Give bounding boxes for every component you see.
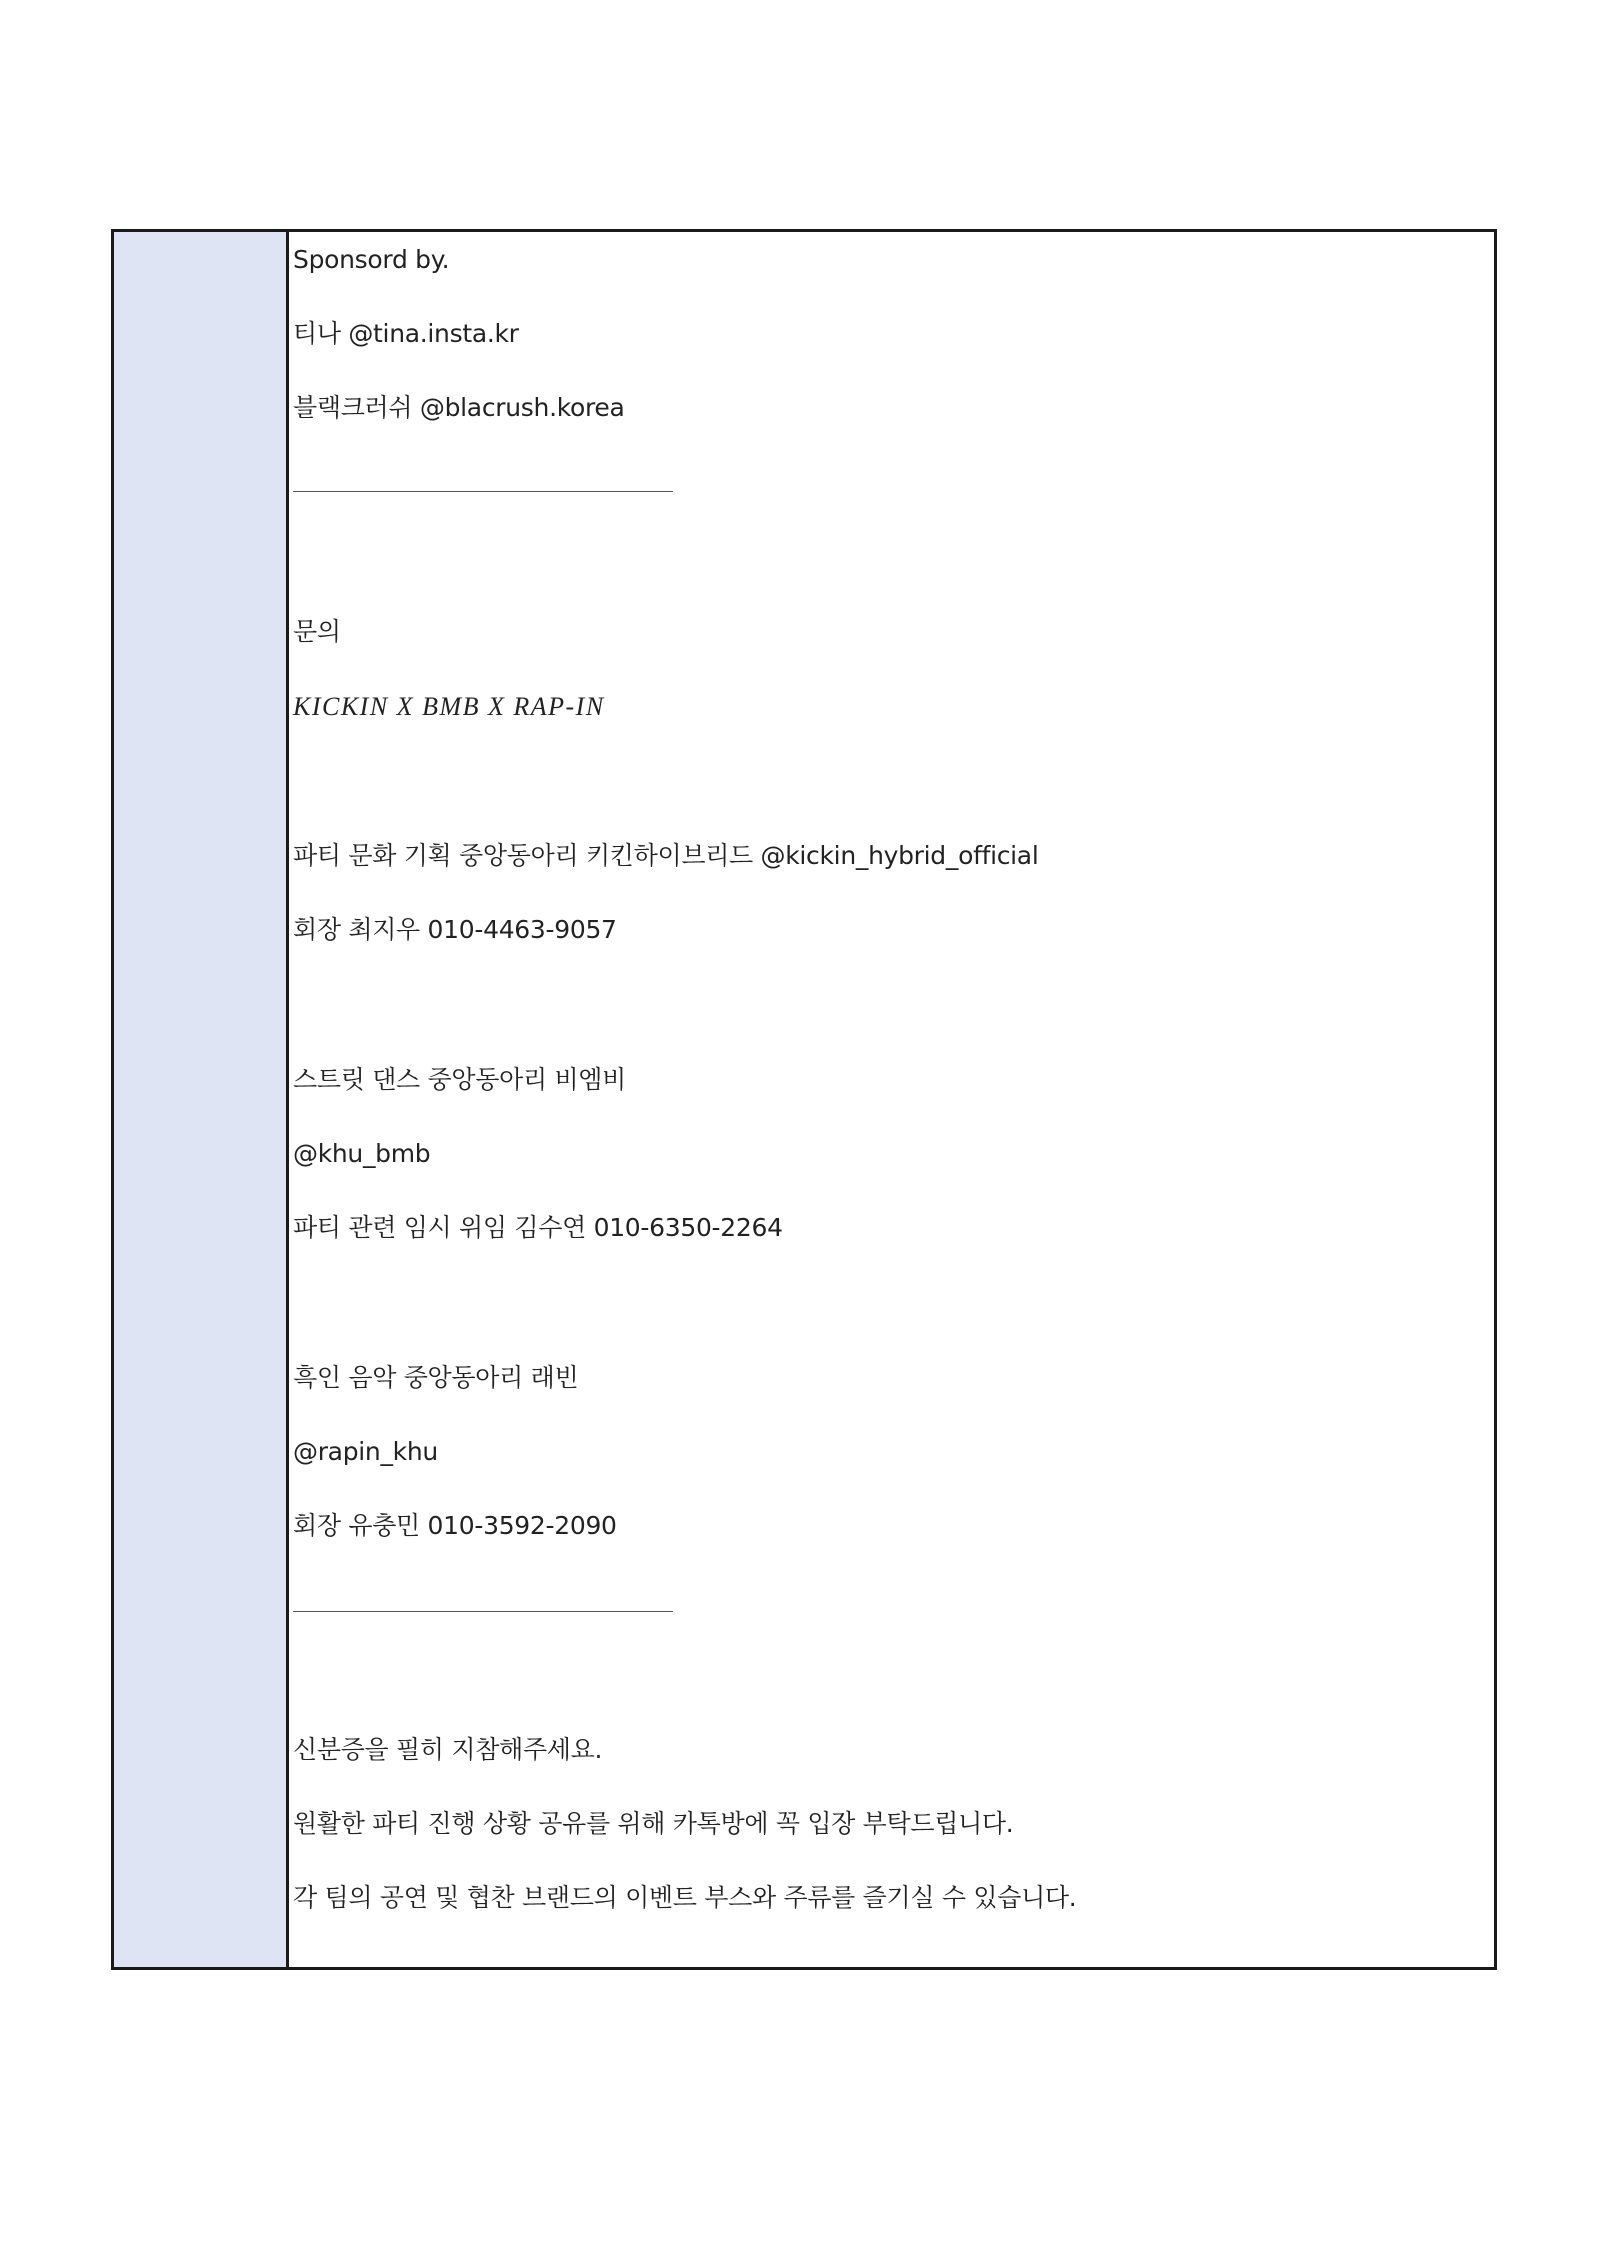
kickin-club-info: 파티 문화 기획 중앙동아리 키킨하이브리드 @kickin_hybrid_official	[293, 841, 1039, 870]
sponsor-item-tina: 티나 @tina.insta.kr	[293, 319, 519, 348]
bmb-handle: @khu_bmb	[293, 1139, 431, 1168]
rapin-handle: @rapin_khu	[293, 1437, 438, 1466]
inquiry-heading: 문의	[293, 617, 341, 646]
notice-kakaotalk: 원활한 파티 진행 상황 공유를 위해 카톡방에 꼭 입장 부탁드립니다.	[293, 1809, 1014, 1838]
table-content-cell	[289, 232, 1494, 1967]
table-side-column	[114, 232, 289, 1967]
rapin-club-info: 흑인 음악 중앙동아리 래빈	[293, 1363, 579, 1392]
sponsor-heading: Sponsord by.	[293, 245, 450, 274]
info-table	[111, 229, 1497, 1970]
notice-id-card: 신분증을 필히 지참해주세요.	[293, 1735, 603, 1764]
notice-events: 각 팀의 공연 및 협찬 브랜드의 이벤트 부스와 주류를 즐기실 수 있습니다.	[293, 1883, 1077, 1912]
bmb-club-info: 스트릿 댄스 중앙동아리 비엠비	[293, 1065, 626, 1094]
rapin-contact: 회장 유충민 010-3592-2090	[293, 1511, 617, 1540]
bmb-contact: 파티 관련 임시 위임 김수연 010-6350-2264	[293, 1213, 783, 1242]
collab-title: KICKIN X BMB X RAP-IN	[293, 692, 605, 721]
section-divider	[293, 1611, 673, 1612]
kickin-contact: 회장 최지우 010-4463-9057	[293, 915, 617, 944]
sponsor-item-blacrush: 블랙크러쉬 @blacrush.korea	[293, 393, 625, 422]
section-divider	[293, 491, 673, 492]
